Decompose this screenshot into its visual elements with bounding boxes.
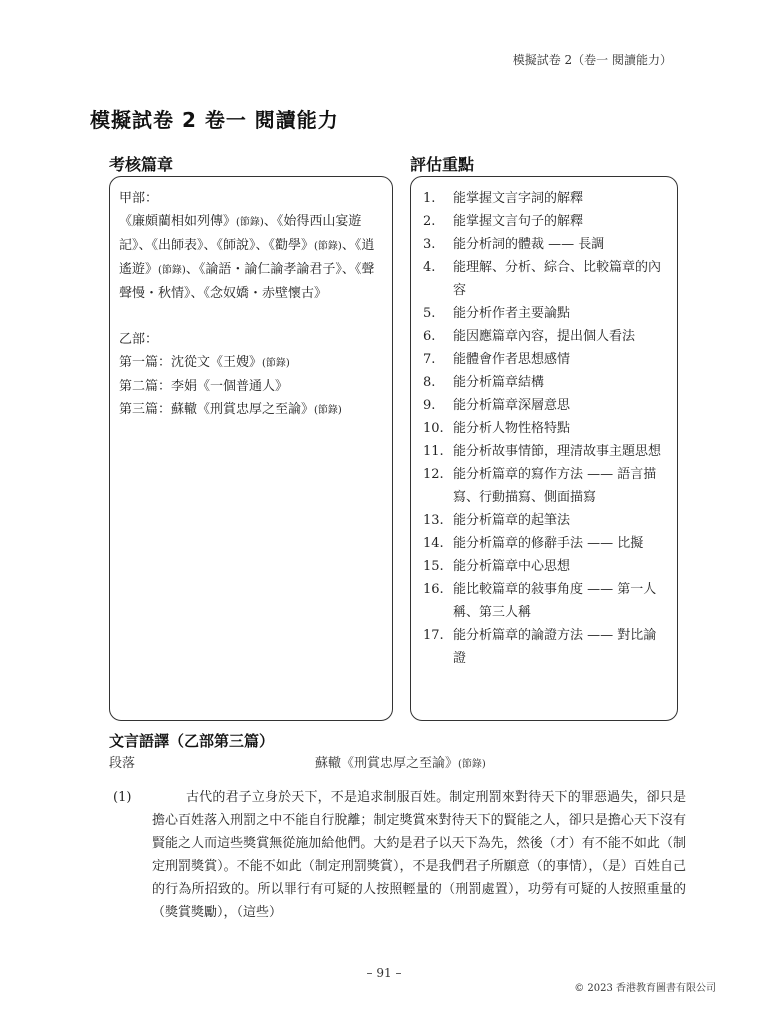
assessment-item <box>421 578 669 624</box>
assessment-item-number: 9. <box>423 398 436 413</box>
assessment-item-number: 8. <box>423 375 436 390</box>
assessment-item-number: 11. <box>423 444 444 459</box>
assessment-item <box>421 233 669 256</box>
part-b-item-title: 第一篇：沈從文《王嫂》 <box>119 355 263 370</box>
assessment-item <box>421 624 669 670</box>
source-note: (節錄) <box>458 759 486 770</box>
assessment-item-text: 能分析人物性格特點 <box>453 421 571 436</box>
page-number: – 91 – <box>366 966 402 980</box>
assessment-item-text: 能分析篇章的寫作方法 —— 語言描寫、行動描寫、側面描寫 <box>453 467 657 505</box>
assessment-item <box>421 187 669 210</box>
excerpt-note: (節錄) <box>314 405 342 416</box>
excerpt-note: (節錄) <box>262 358 290 369</box>
assessment-item-text: 能體會作者思想感情 <box>453 352 571 367</box>
text-title-run: 、《始得西山宴遊記》、《出師表》、《師說》、《勸學》 <box>119 214 362 253</box>
assessment-item-number: 10. <box>423 421 444 436</box>
excerpt-note: (節錄) <box>236 217 264 228</box>
page-title: 模擬試卷 2 卷一 閱讀能力 <box>90 108 339 132</box>
assessment-item-text: 能分析故事情節，理清故事主題思想 <box>453 444 662 459</box>
assessment-item-number: 1. <box>423 191 436 206</box>
assessment-heading: 評估重點 <box>410 155 475 174</box>
assessment-item <box>421 440 669 463</box>
excerpt-note: (節錄) <box>314 241 342 252</box>
assessment-item-text: 能掌握文言字詞的解釋 <box>453 191 584 206</box>
excerpt-note: (節錄) <box>158 265 186 276</box>
assessment-list <box>421 187 669 670</box>
assessment-item-text: 能掌握文言句子的解釋 <box>453 214 584 229</box>
assessment-item-number: 4. <box>423 260 436 275</box>
source-title <box>315 752 486 771</box>
assessment-item <box>421 509 669 532</box>
text-title-run: 《廉頗藺相如列傳》 <box>119 214 237 229</box>
part-a-label: 甲部： <box>119 191 159 206</box>
part-a-text-list <box>119 210 383 305</box>
assessment-item-number: 14. <box>423 536 444 551</box>
assessment-item <box>421 371 669 394</box>
paragraph-column-label: 段落 <box>109 756 136 771</box>
assessment-item-number: 16. <box>423 582 444 597</box>
assessment-item-number: 3. <box>423 237 436 252</box>
exam-texts-box <box>109 176 393 721</box>
assessment-item-text: 能分析篇章深層意思 <box>453 398 571 413</box>
assessment-item <box>421 555 669 578</box>
assessment-box <box>410 176 678 721</box>
assessment-item-number: 12. <box>423 467 444 482</box>
assessment-item-text: 能分析篇章結構 <box>453 375 545 390</box>
assessment-item-text: 能理解、分析、綜合、比較篇章的內容 <box>453 260 662 298</box>
part-b-item <box>119 375 383 398</box>
assessment-item <box>421 532 669 555</box>
assessment-item-text: 能因應篇章內容，提出個人看法 <box>453 329 636 344</box>
part-b-text-list <box>119 351 383 422</box>
part-b-label: 乙部： <box>119 332 159 347</box>
part-b-item <box>119 351 383 375</box>
text-title-run: 、《論語・論仁論孝論君子》、《聲聲慢・秋情》、《念奴嬌・赤壁懷古》 <box>119 262 375 301</box>
assessment-item-text: 能分析作者主要論點 <box>453 306 571 321</box>
assessment-item-number: 2. <box>423 214 436 229</box>
assessment-item-number: 13. <box>423 513 444 528</box>
assessment-item-text: 能分析篇章中心思想 <box>453 559 571 574</box>
part-b-item-title: 第三篇：蘇轍《刑賞忠厚之至論》 <box>119 402 315 417</box>
assessment-item-text: 能分析詞的體裁 —— 長調 <box>453 237 605 252</box>
assessment-item <box>421 463 669 509</box>
exam-texts-heading: 考核篇章 <box>109 155 174 174</box>
paragraph-body: 古代的君子立身於天下，不是追求制服百姓。制定刑罰來對待天下的罪惡過失，卻只是擔心百姓落入刑罰之中不能自行脫離；制定獎賞來對待天下的賢能之人，卻只是擔心天下沒有賢能之人而這些獎賞無從施加給他們。大約是君子以天下為先，然後（才）有不能不如此（制定刑罰獎賞）。不能不如此（制定刑罰獎賞），不是我們君子所願意（的事情），（是）百姓自己的行為所招致的。所以罪行有可疑的人按照輕量的（刑罰處置），功勞有可疑的人按照重量的（獎賞獎勵），（這些） <box>152 790 686 920</box>
assessment-item <box>421 417 669 440</box>
assessment-item-number: 7. <box>423 352 436 367</box>
source-main: 蘇轍《刑賞忠厚之至論》 <box>315 756 459 771</box>
running-header: 模擬試卷 2（卷一 閱讀能力） <box>512 53 672 67</box>
copyright: © 2023 香港教育圖書有限公司 <box>574 983 716 994</box>
text-title-run: 、《逍遙遊》 <box>119 238 375 277</box>
assessment-item-text: 能分析篇章的修辭手法 —— 比擬 <box>453 536 644 551</box>
part-b-item-title: 第二篇：李娟《一個普通人》 <box>119 379 289 394</box>
assessment-item-number: 5. <box>423 306 436 321</box>
assessment-item-number: 6. <box>423 329 436 344</box>
assessment-item-text: 能分析篇章的論證方法 —— 對比論證 <box>453 628 657 666</box>
paragraph-number: (1) <box>113 790 132 805</box>
assessment-item <box>421 210 669 233</box>
assessment-item-number: 15. <box>423 559 444 574</box>
assessment-item-text: 能比較篇章的敍事角度 —— 第一人稱、第三人稱 <box>453 582 657 620</box>
assessment-item-number: 17. <box>423 628 444 643</box>
assessment-item <box>421 302 669 325</box>
assessment-item <box>421 394 669 417</box>
assessment-item <box>421 348 669 371</box>
translation-heading: 文言語譯（乙部第三篇） <box>109 732 275 750</box>
assessment-item <box>421 325 669 348</box>
part-b-item <box>119 398 383 422</box>
assessment-item <box>421 256 669 302</box>
assessment-item-text: 能分析篇章的起筆法 <box>453 513 571 528</box>
